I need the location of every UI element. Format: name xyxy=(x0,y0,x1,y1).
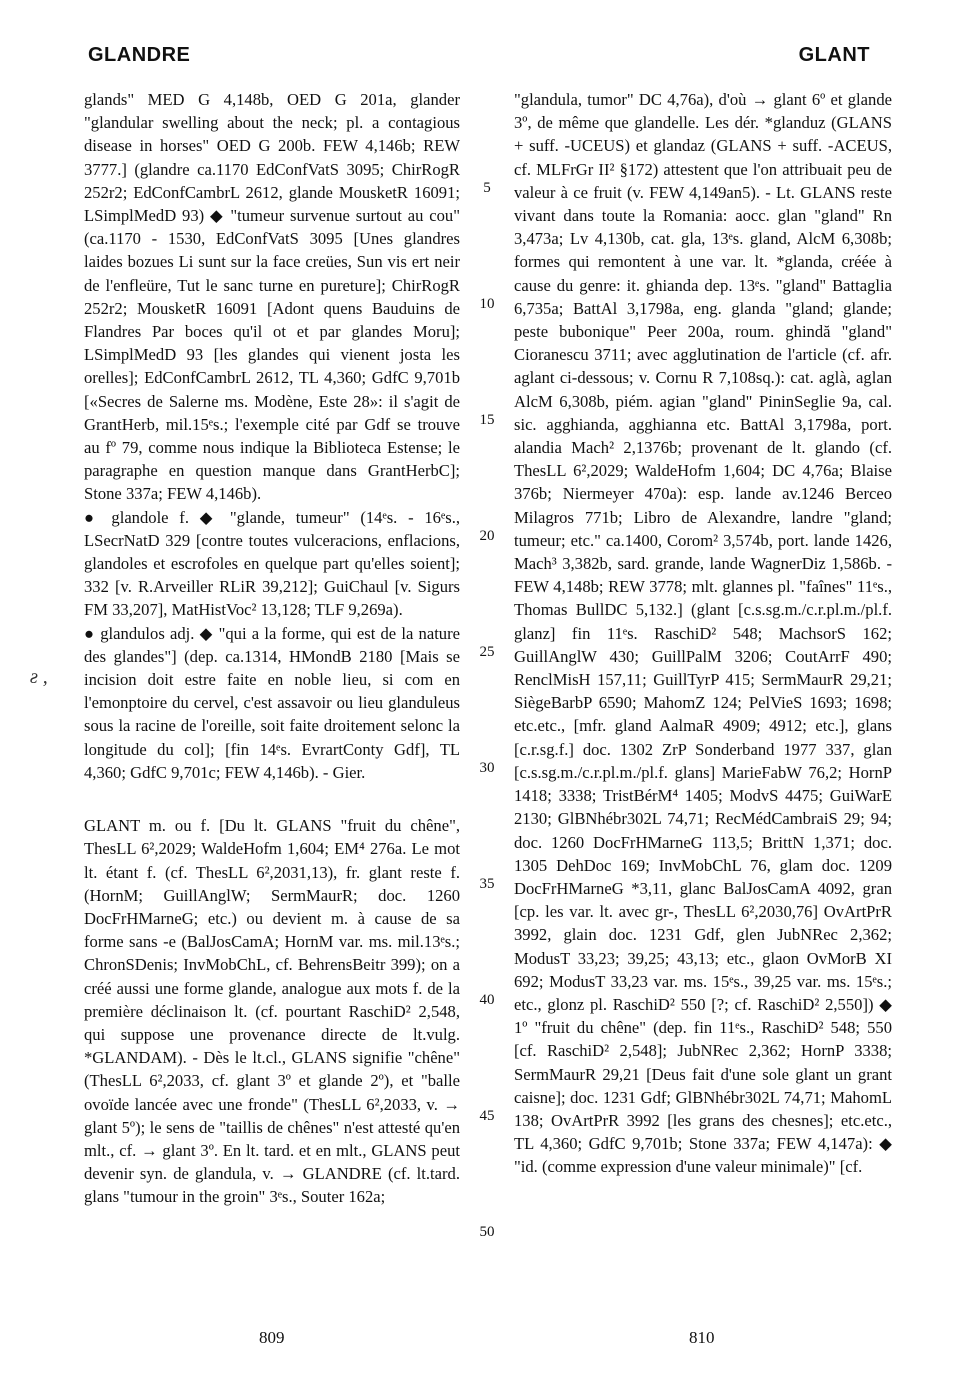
line-number: 50 xyxy=(479,1224,495,1240)
page-number-left: 809 xyxy=(259,1328,285,1347)
entry-glandre-continuation: glands" MED G 4,148b, OED G 201a, glander "glandular swelling about the neck; pl. a contagious disease in horses" OED G 200b. FEW 4,146b; REW 3777.] (glandre ca.1170 EdConfVatS 3095; ChirRogR 252r2; EdConfCambrL 2612, glande MousketR 16091; LSimplMedD 93) ◆ "tumeur survenue surtout au cou" (ca.1170 - 1530, EdConfVatS 3095 [Unes glandres laides bozues Li sunt sur la face creües, Sun vis ert neir de l'enfleüre, Tut le sanc turne en pureture]; ChirRogR 252r2; MousketR 16091 [Adont quens Bauduins de Flandres Par boces qu'il ot et par glandes Moru]; LSimplMedD 93 [les glandes qui vienent josta les orelles]; EdConfCambrL 2612, TL 4,360; GdfC 9,701b [«Secres de Salerne ms. Modène, Este 28»: il s'agit de GrantHerb, mil.15ᵉs.; l'exemple cité par Gdf se trouve au fº 79, comme nous indique la Biblioteca Estense; le paragraphe en question manque dans GrantHerbC]; Stone 337a; FEW 4,146b). xyxy=(84,90,460,504)
entry-glant-continuation: "glandula, tumor" DC 4,76a), d'où → glant 6º et glande 3º, de même que glandelle. Les dér. *glanduz (GLANS + suff. -UCEUS) et glandaz (GLANS + suff. -ACEUS, cf. MLFrGr II² §172) attestent que l'on attribuait peu de valeur à ce fruit (v. FEW 4,149an5). - Lt. GLANS reste vivant dans toute la Romania: aocc. glan "gland" Rn 3,473a; Lv 4,130b, cat. gla, 13ᵉs. gland, AlcM 6,308b; formes qui remontent à une var. lt. *glanda, créée à cause du genre: it. ghianda dep. 13ᵉs. "gland" Battaglia 6,735a; BattAl 3,1798a, eng. glanda "gland; glande; peste bubonique" Peer 200a, roum. ghindă "gland" Cioranescu 3711; avec agglutination de l'article (cf. afr. aglant ci-dessous; v. Cornu R 7,108sq.): cat. aglà, aglan AlcM 6,308b, piém. agian "gland" PininSeglie 9a, cal. sic. agghianda, agghianna etc. BattAl 3,1798a, port. alandia Mach² 2,1376b; provenant de lt. glando (cf. ThesLL 6²,2029; WaldeHofm 1,604; DC 4,76a; Blaise 376b; Niermeyer 470a): esp. lande av.1246 Berceo Milagros 771b; Libro de Alexandre, landre "gland; tumeur; etc." ca.1400, Corom² 3,574b, port. lande 1426, Mach³ 3,382b, sard. grande, lande WagnerDiz 1,586b. - FEW 4,148b; REW 3778; mlt. glannes pl. "faînes" 11ᵉs., Thomas BullDC 5,132.] (glant [c.s.sg.m./c.r.pl.m./pl.f. glanz] fin 11ᵉs. RaschiD² 548; MachsorS 162; GuillAnglW 430; GuillPalM 3206; CoutArrF 490; RenclMisH 157,11; GuillTyrP 415; SermMaurR 29,21; SiègeBarbP 6590; MahomZ 124; PelVieS 1693; 1698; etc.etc., [mfr. gland AalmaR 4909; 4912; etc.], glans [c.r.sg.f.] doc. 1302 ZrP Sonderband 1977 337, glan [c.s.sg.m./c.r.pl.m./pl.f. glans] MarieFabW 76,2; HornP 1418; 3338; TristBérM⁴ 1405; ModvS 4475; GuiWarE 2130; GlBNhébr302L 74,71; RecMédCambraiS 29; 94; doc. 1260 DocFrHMarneG 113,5; BrittN 1,371; doc. 1305 DehDoc 169; InvMobChL 76, glam doc. 1209 DocFrHMarneG *3,11, glanc BalJosCamA 4092, gran [cp. les var. lt. avec gr-, ThesLL 6²,2030,76] OvArtPrR 3992, glain doc. 1231 Gdf, glen JubNRec 2,362; ModusT 33,23; 39,25; 43,13; etc., glaon OvMorB XI 692; ModusT 33,23 var. ms. 15ᵉs., 39,25 var. ms. 15ᵉs.; etc., glonz pl. RaschiD² 550 [?; cf. RaschiD² 2,550]) ◆ 1º "fruit du chêne" (dep. fin 11ᵉs., RaschiD² 548; 550 [cf. RaschiD² 2,548]; JubNRec 2,362; HornP 3338; SermMaurR 29,21 [Deus fait d'une sole glant un grant caisne]; doc. 1231 Gdf; GlBNhébr302L 74,71; MahomL 138; OvArtPrR 3992 [les grans des chesnes]; etc.etc., TL 4,360; GdfC 9,701b; Stone 337a; FEW 4,147a): ◆ "id. (comme expression d'une valeur minimale)" [cf. xyxy=(514,90,892,1177)
line-number: 20 xyxy=(479,528,495,544)
line-number: 25 xyxy=(479,644,495,660)
line-number: 40 xyxy=(479,992,495,1008)
entry-glant-start: GLANT m. ou f. [Du lt. GLANS "fruit du chêne", ThesLL 6²,2029; WaldeHofm 1,604; EM⁴ 276a. Le mot lt. étant f. (cf. ThesLL 6²,2031,13), fr. glant reste f. (HornM; GuillAnglW; SermMaurR; doc. 1260 DocFrHMarneG; etc.) ou devient m. à cause de sa forme sans -e (BalJosCamA; HornM var. ms. mil.13ᵉs.; ChronSDenis; InvMobChL, cf. BehrensBeitr 399); on a créé aussi une forme glande, analogue aux mots f. de la première déclinaison lt. (cf. pourtant RaschiD² 2,548, qui suppose une provenance directe de lt.vulg. *GLANDAM). - Dès le lt.cl., GLANS signifie "chêne" (ThesLL 6²,2033, cf. glant 3º et glande 2º), et "balle ovoïde lancée avec une fronde" (ThesLL 6²,2033, v. → glant 5º); le sens de "taillis de chênes" n'est attesté qu'en mlt., cf. → glant 3º. En lt. tard. et en mlt., GLANS peut devenir syn. de glandula, v. → GLANDRE (cf. lt.tard. glans "tumour in the groin" 3ᵉs., Souter 162a; xyxy=(84,816,460,1207)
entry-glandulos: ● glandulos adj. ◆ "qui a la forme, qui est de la nature des glandes"] (dep. ca.1314, HMondB 2180 [Mais se incision doit estre faite en noble lieu, si com en l'emonptoire du cervel, c'est assavoir ou lieu glanduleus sous la racine de l'oreille, soit faite droitement selonc la longitude du col]; [fin 14ᵉs. EvrartConty Gdf], TL 4,360; GdfC 9,701c; FEW 4,146b). - Gier. xyxy=(84,623,460,782)
line-number: 35 xyxy=(479,876,495,892)
left-column xyxy=(84,88,460,1209)
line-number: 5 xyxy=(483,180,491,196)
line-number: 15 xyxy=(479,412,495,428)
line-number: 30 xyxy=(479,760,495,776)
line-number: 45 xyxy=(479,1108,495,1124)
entry-glandole: ● glandole f. ◆ "glande, tumeur" (14ᵉs. - 16ᵉs., LSecrNatD 329 [contre toutes vulceracions, enflacions, glandoles et escrofoles en quelque part qu'elles soient]; 332 [v. R.Arveiller RLiR 39,212]; GuiChaul [v. Sigurs FM 33,207], MatHistVoc² 13,128; TLF 9,269a). xyxy=(84,507,460,620)
line-number: 10 xyxy=(479,296,495,312)
running-head-right: GLANT xyxy=(798,44,870,66)
page-number-right: 810 xyxy=(689,1328,715,1347)
running-head-left: GLANDRE xyxy=(88,44,191,66)
handwritten-margin-mark: ƨ , xyxy=(30,666,48,688)
right-column xyxy=(514,88,892,1179)
